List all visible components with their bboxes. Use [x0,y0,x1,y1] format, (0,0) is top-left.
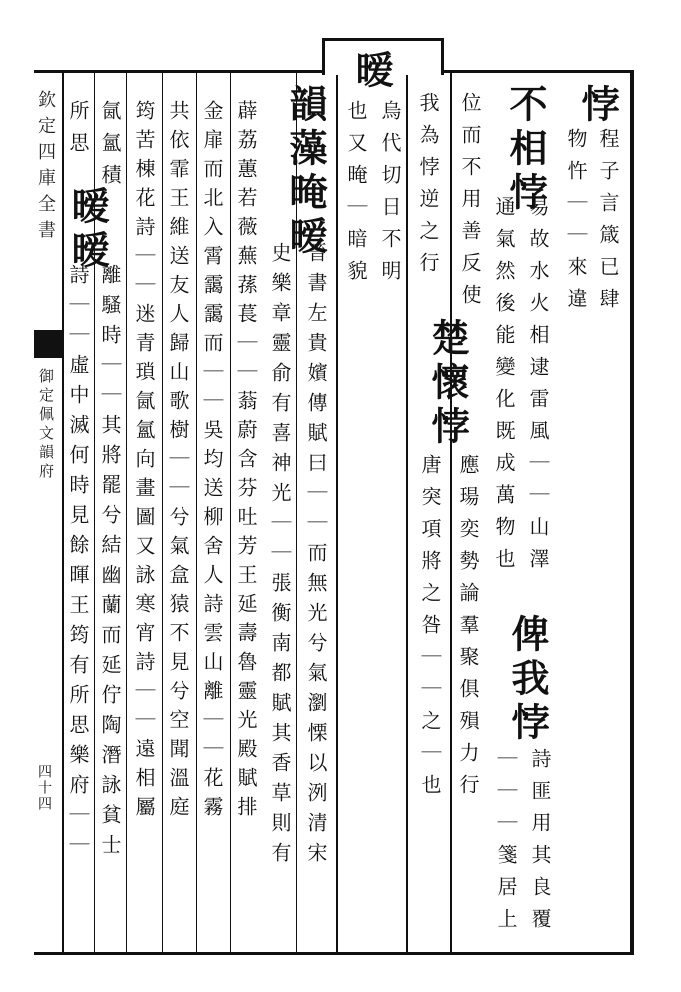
entry-note: 史樂章靈俞有喜神光｜｜張衡南都賦其香草則有 [268,242,292,872]
entry-note: 也又晻｜暗貌 [344,100,368,292]
entry-headword: 悖 [575,84,620,128]
entry-note: 氤氳積 [98,100,122,196]
entry-note: 離騷時｜｜其將罷兮結幽蘭而延佇陶潛詠貧士 [98,264,122,864]
entry-headword: 暧暧 [65,186,110,274]
column-divider [196,72,197,952]
entry-note: 通氣然後能變化既成萬物也 [492,196,516,580]
entry-note: 我為悖逆之行 [416,92,440,284]
entry-headword: 不相悖 [503,84,548,216]
entry-note: 烏代切日不明 [378,100,402,292]
column-divider [450,72,452,952]
column-divider [336,72,338,952]
entry-headword: 俾我悖 [505,614,550,746]
entry-note: 薜荔蕙若薇蕪蓀萇｜｜蓊蔚含芬吐芳王延壽魯靈光殿賦排 [234,100,258,825]
entry-note: 唐突項將之咎｜｜之｜也 [418,454,442,806]
entry-note: 晉書左貴嬪傳賦曰｜｜而無光兮氣瀏慄以洌清宋 [304,242,328,872]
margin-fish-tail-mark [34,330,64,358]
entry-note: 共依霏王維送友人歸山歌樹｜｜兮氣盒猿不見兮空聞溫庭 [166,100,190,825]
column-divider [230,72,231,952]
frame-left-line [62,70,64,955]
entry-note: 物忤｜｜來違 [564,128,588,320]
entry-note: ｜｜｜箋居上 [494,748,518,940]
column-divider [406,72,408,952]
entry-note: 金扉而北入霄靄靄而｜｜吳均送柳舍人詩雲山離｜｜花霧 [200,100,224,825]
entry-headword: 楚懷悖 [425,318,470,450]
header-character: 暧 [349,50,394,94]
entry-note: 位而不用善反使 [458,92,482,316]
entry-headword: 韻藻晻暧 [283,84,328,260]
page-number: 四十四 [36,764,52,812]
entry-note: 詩｜｜虛中滅何時見餘暉王筠有所思樂府｜｜ [66,264,90,864]
entry-note: 所思 [66,100,90,164]
entry-note: 筠苦棟花詩｜｜迷青瑣氤氳向畫圖又詠寒宵詩｜｜遠相屬 [132,100,156,825]
column-divider [162,72,163,952]
entry-note: 程子言箴已肆 [596,128,620,320]
margin-title: 欽定四庫全書 [35,90,56,246]
entry-note: 應瑒奕勢論羣聚俱殞力行 [456,454,480,806]
column-divider [126,72,127,952]
entry-note: 易故水火相逮雷風｜｜山澤 [526,196,550,580]
frame-bottom-line [34,952,634,955]
frame-right-line [630,70,634,955]
margin-book-title: 御定佩文韻府 [37,368,55,482]
entry-note: 詩匪用其良覆 [528,748,552,940]
